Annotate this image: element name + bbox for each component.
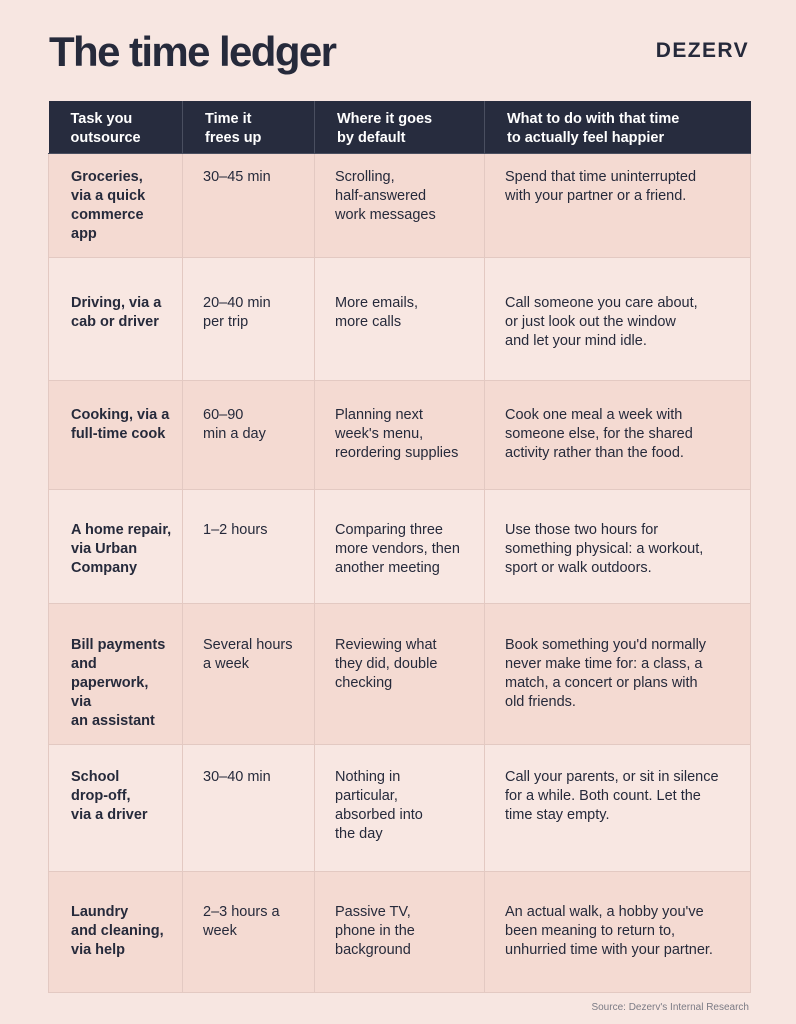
default-cell: Comparing three more vendors, then another meeting [315,489,485,603]
source-note: Source: Dezerv's Internal Research [591,1002,749,1013]
time-cell: 20–40 min per trip [183,257,315,380]
header-row [49,101,751,153]
table-row [49,380,751,489]
task-cell: Groceries, via a quick commerce app [49,153,183,257]
todo-cell: Call someone you care about, or just look out the window and let your mind idle. [485,257,751,380]
todo-cell: An actual walk, a hobby you've been meaning to return to, unhurried time with your partner. [485,871,751,992]
default-cell: Scrolling, half-answered work messages [315,153,485,257]
header-todo [485,101,751,153]
task-cell: Driving, via a cab or driver [49,257,183,380]
task-cell: A home repair, via Urban Company [49,489,183,603]
header-todo-label: What to do with that time to actually feel happier [507,111,680,146]
header-default [315,101,485,153]
brand-logo: DEZERV [655,39,749,62]
table-header [49,101,751,153]
task-cell: Bill payments and paperwork, via an assistant [49,603,183,744]
table-row [49,257,751,380]
default-cell: Nothing in particular, absorbed into the day [315,744,485,871]
header-default-label: Where it goes by default [337,111,433,146]
time-cell: Several hours a week [183,603,315,744]
time-ledger-table [48,101,751,993]
header-time [183,101,315,153]
task-cell: Cooking, via a full-time cook [49,380,183,489]
todo-cell: Use those two hours for something physical: a workout, sport or walk outdoors. [485,489,751,603]
time-cell: 60–90 min a day [183,380,315,489]
time-cell: 1–2 hours [183,489,315,603]
header-time-label: Time it frees up [205,111,262,146]
table-row [49,489,751,603]
header-task [49,101,183,153]
default-cell: Reviewing what they did, double checking [315,603,485,744]
time-cell: 30–40 min [183,744,315,871]
table-body [49,153,751,992]
todo-cell: Book something you'd normally never make time for: a class, a match, a concert or plans with old friends. [485,603,751,744]
table-row [49,603,751,744]
todo-cell: Spend that time uninterrupted with your partner or a friend. [485,153,751,257]
todo-cell: Cook one meal a week with someone else, for the shared activity rather than the food. [485,380,751,489]
task-cell: Laundry and cleaning, via help [49,871,183,992]
table-row [49,153,751,257]
todo-cell: Call your parents, or sit in silence for a while. Both count. Let the time stay empty. [485,744,751,871]
table-row [49,871,751,992]
time-cell: 2–3 hours a week [183,871,315,992]
default-cell: Planning next week's menu, reordering supplies [315,380,485,489]
default-cell: Passive TV, phone in the background [315,871,485,992]
time-cell: 30–45 min [183,153,315,257]
task-cell: School drop-off, via a driver [49,744,183,871]
header-task-label: Task you outsource [70,111,141,146]
page-title: The time ledger [49,28,336,75]
table-row [49,744,751,871]
default-cell: More emails, more calls [315,257,485,380]
